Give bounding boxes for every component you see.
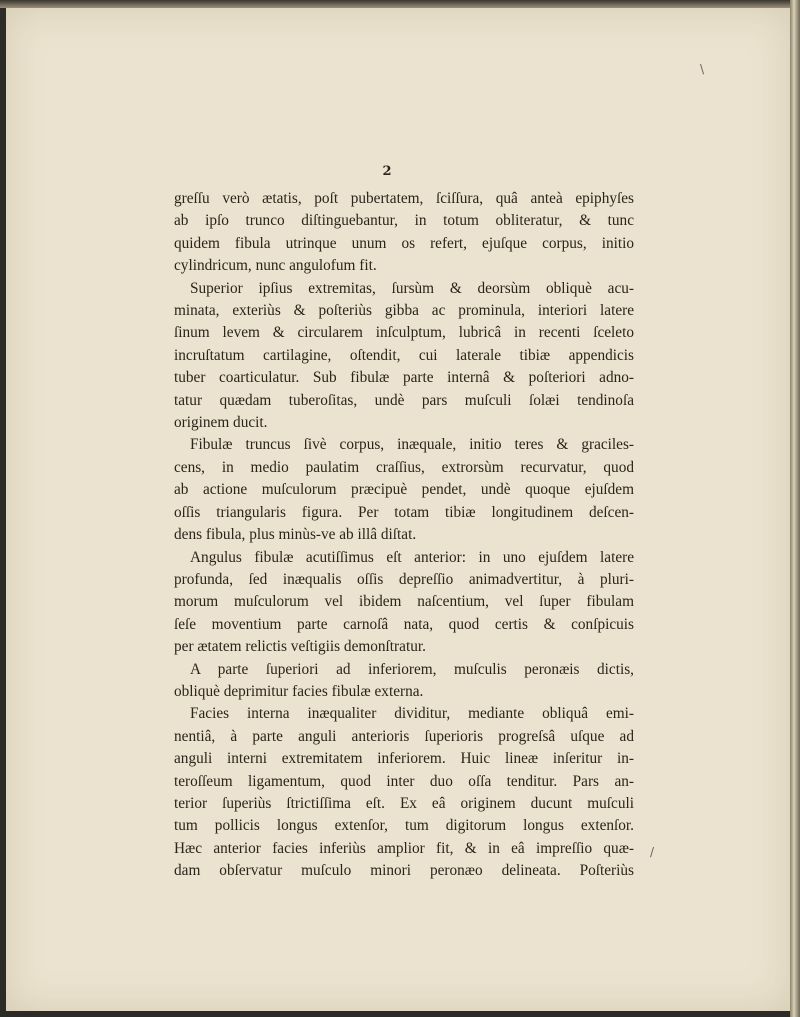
text-line: anguli interni extremitatem inferiorem. Huic lineæ inſeritur in- <box>174 750 634 768</box>
page-right-edge <box>790 0 800 1017</box>
page-top-edge <box>0 0 800 8</box>
text-line: tuber coarticulatur. Sub fibulæ parte internâ & poſteriori adno- <box>174 369 634 387</box>
text-line: nentiâ, à parte anguli anterioris ſuperioris progreſsâ uſque ad <box>174 727 634 745</box>
text-line: terior ſuperiùs ſtrictiſſima eſt. Ex eâ originem ducunt muſculi <box>174 794 634 812</box>
text-line: cens, in medio paulatim craſſius, extrorsùm recurvatur, quod <box>174 458 634 476</box>
text-line: teroſſeum ligamentum, quod inter duo oſſa tenditur. Pars an- <box>174 772 634 790</box>
text-line: morum muſculorum vel ibidem naſcentium, vel ſuper fibulam <box>174 593 634 611</box>
stain-mark: \ <box>700 62 705 76</box>
text-line: Angulus fibulæ acutiſſimus eſt anterior: in uno ejuſdem latere <box>190 548 634 566</box>
text-line: dens fibula, plus minùs-ve ab illâ diſtat. <box>174 526 417 544</box>
text-line: profunda, ſed inæqualis oſſis depreſſio animadvertitur, à pluri- <box>174 570 634 588</box>
text-line: tum pollicis longus extenſor, tum digitorum longus extenſor. <box>174 817 634 835</box>
text-line: ab ipſo trunco diſtinguebantur, in totum obliteratur, & tunc <box>174 212 634 230</box>
text-line: incruſtatum cartilagine, oſtendit, cui laterale tibiæ appendicis <box>174 346 634 364</box>
text-line: tatur quædam tuberoſitas, undè pars muſculi ſolæi tendinoſa <box>174 391 634 409</box>
text-line: ſinum levem & circularem inſculptum, lubricâ in recenti ſceleto <box>174 324 634 342</box>
text-line: per ætatem relictis veſtigiis demonſtratur. <box>174 638 426 656</box>
text-line: Superior ipſius extremitas, ſursùm & deorsùm obliquè acu- <box>190 279 634 297</box>
text-line: ſeſe moventium parte carnoſâ nata, quod certis & conſpicuis <box>174 615 634 633</box>
text-line: ab actione muſculorum præcipuè pendet, undè quoque ejuſdem <box>174 481 634 499</box>
text-line: oſſis triangularis figura. Per totam tibiæ longitudinem deſcen- <box>174 503 634 521</box>
text-line: obliquè deprimitur facies fibulæ externa. <box>174 682 424 700</box>
text-line: Facies interna inæqualiter dividitur, mediante obliquâ emi- <box>190 705 634 723</box>
page-number: 2 <box>382 164 392 179</box>
text-line: Fibulæ truncus ſivè corpus, inæquale, initio teres & graciles- <box>190 436 634 454</box>
text-line: Hæc anterior facies inferiùs amplior fit, & in eâ impreſſio quæ- <box>174 839 634 857</box>
text-line: minata, exteriùs & poſteriùs gibba ac prominula, interiori latere <box>174 302 634 320</box>
text-line: originem ducit. <box>174 414 268 432</box>
text-line: cylindricum, nunc angulofum fit. <box>174 257 377 275</box>
stain-mark: / <box>650 845 655 859</box>
body-text <box>174 188 634 883</box>
text-line: quidem fibula utrinque unum os refert, ejuſque corpus, initio <box>174 234 634 252</box>
text-line: A parte ſuperiori ad inferiorem, muſculis peronæis dictis, <box>190 660 634 678</box>
text-line: dam obſervatur muſculo minori peronæo delineata. Poſteriùs <box>174 862 634 880</box>
text-line: greſſu verò ætatis, poſt pubertatem, ſciſſura, quâ anteà epiphyſes <box>174 190 634 207</box>
